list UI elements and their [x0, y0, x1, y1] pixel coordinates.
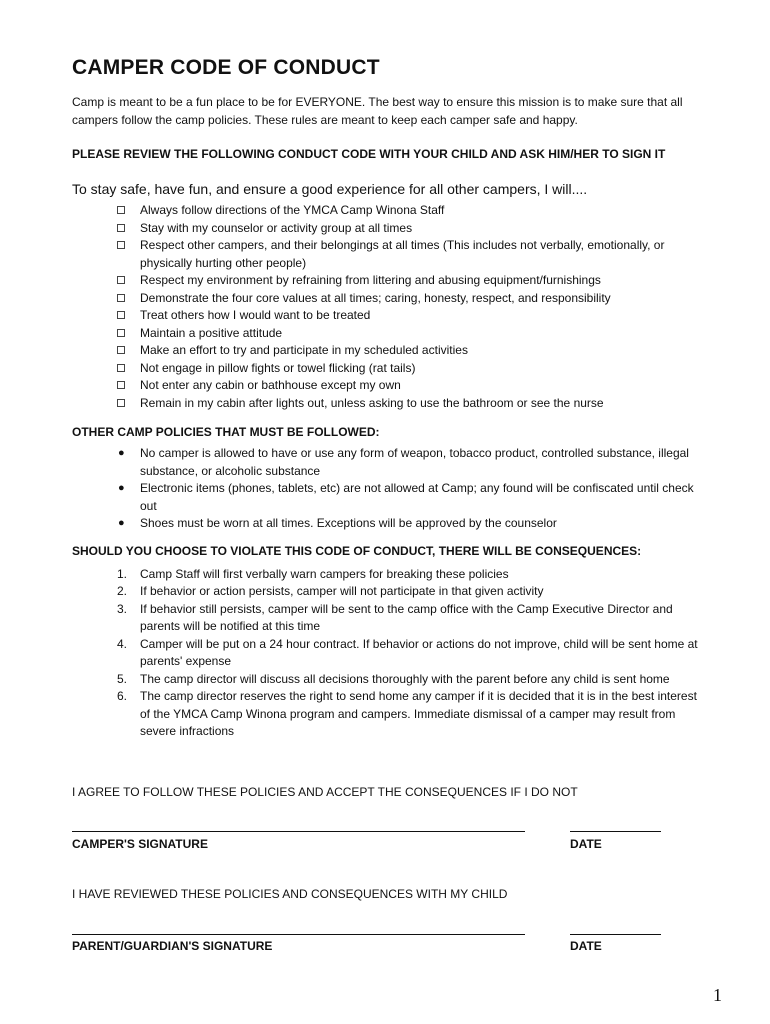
camper-date-label: DATE: [570, 837, 602, 851]
parent-signature-line[interactable]: [72, 934, 525, 935]
conduct-item: Stay with my counselor or activity group at all times: [72, 220, 698, 238]
policies-heading: OTHER CAMP POLICIES THAT MUST BE FOLLOWED:: [72, 425, 380, 439]
bullet-icon: ●: [118, 447, 125, 459]
conduct-item: Respect my environment by refraining from littering and abusing equipment/furnishings: [72, 272, 698, 290]
checkbox-icon[interactable]: [117, 294, 125, 302]
intro-paragraph: Camp is meant to be a fun place to be for EVERYONE. The best way to ensure this mission is to make sure that all campers follow the camp policies. These rules are meant to keep each camper safe and happy.: [72, 95, 683, 127]
conduct-checklist: [72, 202, 698, 412]
consequences-list: [72, 566, 698, 741]
consequence-item: 5. The camp director will discuss all decisions thoroughly with the parent before any child is sent home: [117, 671, 670, 686]
checkbox-icon[interactable]: [117, 206, 125, 214]
policies-list: [72, 445, 698, 533]
consequence-item: 3. If behavior still persists, camper will be sent to the camp office with the Camp Executive Director and parents will be notified at this time: [117, 601, 673, 633]
reviewed-statement: I HAVE REVIEWED THESE POLICIES AND CONSEQUENCES WITH MY CHILD: [72, 887, 508, 901]
bullet-icon: ●: [118, 517, 125, 529]
conduct-item: Always follow directions of the YMCA Camp Winona Staff: [72, 202, 698, 220]
parent-date-label: DATE: [570, 939, 602, 953]
checkbox-icon[interactable]: [117, 311, 125, 319]
policy-item: ● Shoes must be worn at all times. Exceptions will be approved by the counselor: [72, 515, 698, 533]
camper-date-line[interactable]: [570, 831, 661, 832]
review-heading: PLEASE REVIEW THE FOLLOWING CONDUCT CODE WITH YOUR CHILD AND ASK HIM/HER TO SIGN IT: [72, 147, 666, 161]
conduct-item: Remain in my cabin after lights out, unless asking to use the bathroom or see the nurse: [72, 395, 698, 413]
page-number: 1: [713, 985, 722, 1005]
checkbox-icon[interactable]: [117, 329, 125, 337]
conduct-item: Respect other campers, and their belongings at all times (This includes not verbally, emotionally, or physically hurting other people): [72, 237, 698, 272]
parent-signature-block: [72, 887, 698, 957]
conduct-item: Make an effort to try and participate in my scheduled activities: [72, 342, 698, 360]
checkbox-icon[interactable]: [117, 241, 125, 249]
agree-statement: I AGREE TO FOLLOW THESE POLICIES AND ACCEPT THE CONSEQUENCES IF I DO NOT: [72, 785, 578, 799]
conduct-item: Not enter any cabin or bathhouse except my own: [72, 377, 698, 395]
checkbox-icon[interactable]: [117, 399, 125, 407]
checkbox-icon[interactable]: [117, 276, 125, 284]
checkbox-icon[interactable]: [117, 346, 125, 354]
conduct-item: Demonstrate the four core values at all times; caring, honesty, respect, and responsibility: [72, 290, 698, 308]
parent-date-line[interactable]: [570, 934, 661, 935]
parent-signature-label: PARENT/GUARDIAN'S SIGNATURE: [72, 939, 273, 953]
policies-section: [72, 424, 698, 533]
policy-item: ● Electronic items (phones, tablets, etc) are not allowed at Camp; any found will be confiscated until check out: [118, 481, 694, 513]
consequence-item: 6. The camp director reserves the right to send home any camper if it is decided that it is in the best interest of the YMCA Camp Winona program and campers. Immediate dismissal of a camper may result from severe infractions: [117, 689, 697, 738]
checkbox-icon[interactable]: [117, 381, 125, 389]
consequence-item: 2. If behavior or action persists, camper will not participate in that given activity: [117, 584, 544, 598]
consequence-item: 4. Camper will be put on a 24 hour contract. If behavior or actions do not improve, child will be sent home at parents' expense: [117, 636, 698, 668]
camper-signature-line[interactable]: [72, 831, 525, 832]
consequences-heading: SHOULD YOU CHOOSE TO VIOLATE THIS CODE OF CONDUCT, THERE WILL BE CONSEQUENCES:: [72, 543, 642, 558]
checkbox-icon[interactable]: [117, 224, 125, 232]
camper-signature-label: CAMPER'S SIGNATURE: [72, 837, 208, 851]
bullet-icon: ●: [118, 482, 125, 494]
conduct-item: Maintain a positive attitude: [72, 325, 698, 343]
conduct-item: Treat others how I would want to be treated: [72, 307, 698, 325]
page-title: CAMPER CODE OF CONDUCT: [72, 56, 380, 79]
conduct-lead: To stay safe, have fun, and ensure a good experience for all other campers, I will....: [72, 181, 588, 197]
consequences-section: [72, 543, 698, 741]
camper-signature-block: [72, 785, 698, 855]
policy-item: ● No camper is allowed to have or use any form of weapon, tobacco product, controlled substance, illegal substance, or alcoholic substance: [118, 446, 689, 478]
conduct-item: Not engage in pillow fights or towel flicking (rat tails): [72, 360, 698, 378]
checkbox-icon[interactable]: [117, 364, 125, 372]
consequence-item: 1. Camp Staff will first verbally warn campers for breaking these policies: [117, 566, 509, 581]
document-body: [72, 52, 698, 741]
